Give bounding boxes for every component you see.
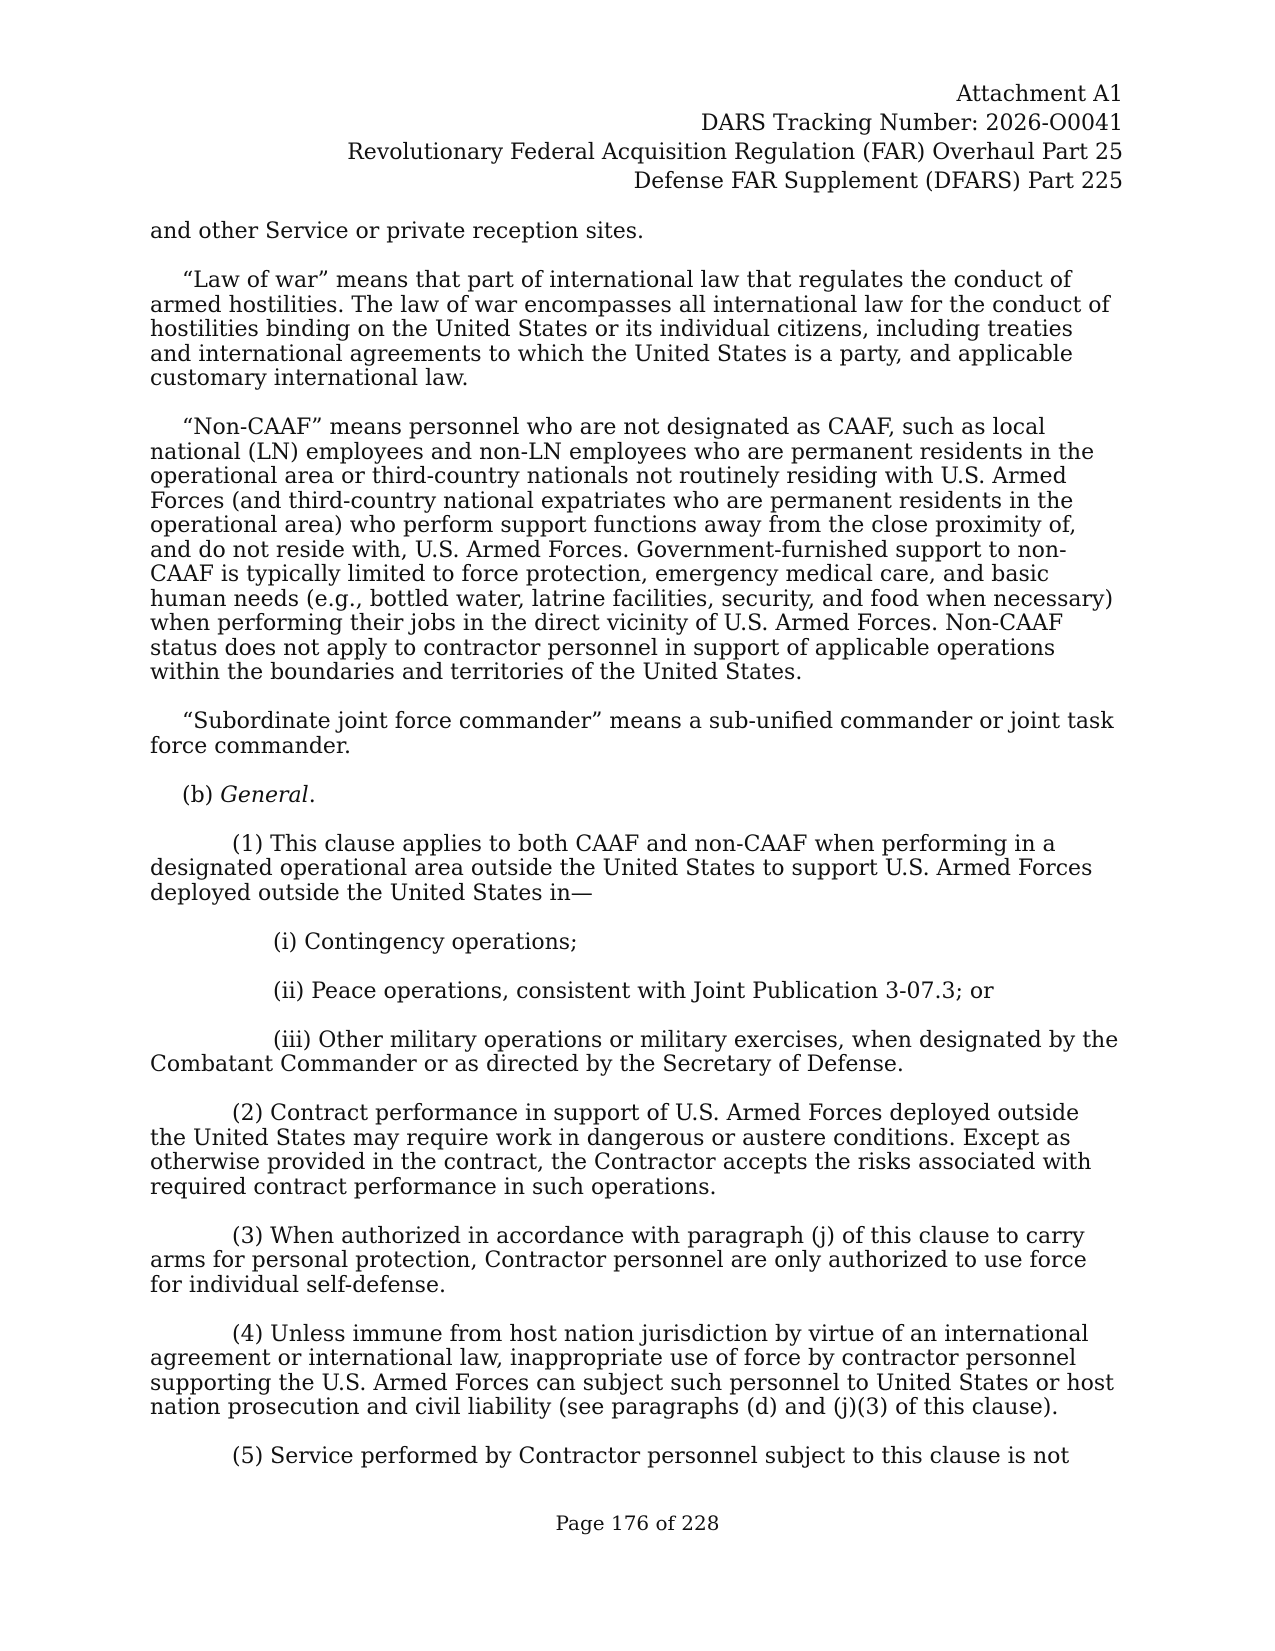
paragraph-b-period: . (308, 782, 316, 808)
paragraph-subordinate-commander-definition: “Subordinate joint force commander” means a sub-unified commander or joint task force commander. (150, 709, 1114, 759)
paragraph-b2: (2) Contract performance in support of U.S. Armed Forces deployed outside the United States may require work in dangerous or austere conditions. Except as otherwise provided in the contract, the Contractor accepts the risks associated with required contract performance in such operations. (150, 1101, 1092, 1200)
paragraph-b1-i: (i) Contingency operations; (273, 929, 578, 955)
paragraph-b-heading (150, 784, 1120, 809)
paragraph-continuation: and other Service or private reception sites. (150, 219, 645, 244)
paragraph-b5: (5) Service performed by Contractor personnel subject to this clause is not (232, 1444, 1070, 1469)
paragraph-b1-ii: (ii) Peace operations, consistent with Joint Publication 3-07.3; or (273, 978, 994, 1004)
paragraph-b1: (1) This clause applies to both CAAF and non-CAAF when performing in a designated operational area outside the United States to support U.S. Armed Forces deployed outside the United States in— (150, 831, 1093, 906)
header-far-part: Revolutionary Federal Acquisition Regulation (FAR) Overhaul Part 25 (347, 140, 1123, 165)
page-number: Page 176 of 228 (555, 1511, 720, 1535)
paragraph-b-label: (b) (182, 782, 221, 808)
document-body (150, 220, 1120, 1494)
page-header (347, 80, 1123, 196)
paragraph-non-caaf-definition: “Non-CAAF” means personnel who are not designated as CAAF, such as local national (LN) employees and non-LN employees who are permanent residents in the operational area or third-country nationals not routinely residing with U.S. Armed Forces (and third-country national expatriates who are permanent residents in the operational area) who perform support functions away from the close proximity of, and do not reside with, U.S. Armed Forces. Government-furnished support to non-CAAF is typically limited to force protection, emergency medical care, and basic human needs (e.g., bottled water, latrine facilities, security, and food when necessary) when performing their jobs in the direct vicinity of U.S. Armed Forces. Non-CAAF status does not apply to contractor personnel in support of applicable operations within the boundaries and territories of the United States. (150, 415, 1114, 685)
paragraph-b4: (4) Unless immune from host nation jurisdiction by virtue of an international agreement or international law, inappropriate use of force by contractor personnel supporting the U.S. Armed Forces can subject such personnel to United States or host nation prosecution and civil liability (see paragraphs (d) and (j)(3) of this clause). (150, 1321, 1114, 1420)
header-tracking-number: DARS Tracking Number: 2026-O0041 (700, 111, 1123, 136)
paragraph-b-title: General (220, 782, 309, 808)
header-dfars-part: Defense FAR Supplement (DFARS) Part 225 (633, 169, 1123, 194)
header-attachment: Attachment A1 (956, 82, 1123, 107)
paragraph-b1-iii: (iii) Other military operations or military exercises, when designated by the Combatant Commander or as directed by the Secretary of Defense. (150, 1027, 1119, 1077)
paragraph-b3: (3) When authorized in accordance with paragraph (j) of this clause to carry arms for personal protection, Contractor personnel are only authorized to use force for individual self-defense. (150, 1223, 1087, 1298)
paragraph-law-of-war-definition: “Law of war” means that part of international law that regulates the conduct of armed hostilities. The law of war encompasses all international law for the conduct of hostilities binding on the United States or its individual citizens, including treaties and international agreements to which the United States is a party, and applicable customary international law. (150, 268, 1110, 391)
